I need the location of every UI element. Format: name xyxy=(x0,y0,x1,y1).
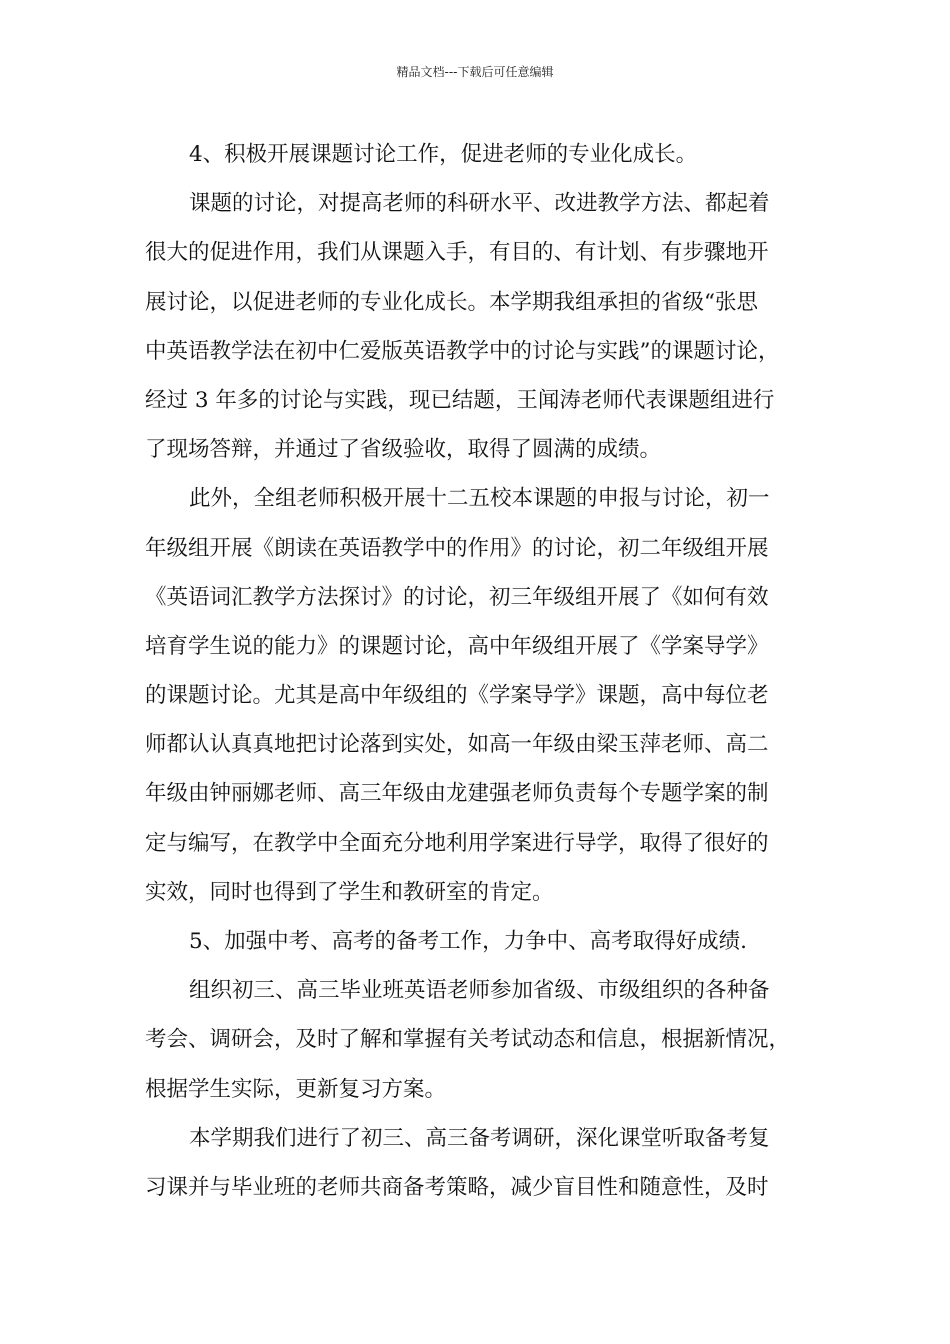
text-line: 4、积极开展课题讨论工作，促进老师的专业化成长。 xyxy=(189,142,698,167)
text-line: 此外，全组老师积极开展十二五校本课题的申报与讨论，初一 xyxy=(189,486,770,512)
text-line: 年级由钟丽娜老师、高三年级由龙建强老师负责每个专题学案的制 xyxy=(145,781,769,807)
text-line: 5、加强中考、高考的备考工作，力争中、高考取得好成绩. xyxy=(189,929,748,954)
text-line: 实效，同时也得到了学生和教研室的肯定。 xyxy=(145,879,554,905)
page-header: 精品文档---下载后可任意编辑 xyxy=(396,65,554,79)
text-line: 考会、调研会，及时了解和掌握有关考试动态和信息，根据新情况， xyxy=(145,1027,791,1053)
document-body xyxy=(145,130,815,1212)
text-line: 中英语教学法在初中仁爱版英语教学中的讨论与实践”的课题讨论， xyxy=(145,338,780,364)
text-line: 本学期我们进行了初三、高三备考调研，深化课堂听取备考复 xyxy=(189,1125,770,1151)
text-line: 习课并与毕业班的老师共商备考策略，减少盲目性和随意性，及时 xyxy=(145,1174,769,1200)
text-line: 很大的促进作用，我们从课题入手，有目的、有计划、有步骤地开 xyxy=(145,240,769,266)
text-line: 了现场答辩，并通过了省级验收，取得了圆满的成绩。 xyxy=(145,437,662,463)
text-line: 定与编写，在教学中全面充分地利用学案进行导学，取得了很好的 xyxy=(145,830,769,856)
text-line: 师都认认真真地把讨论落到实处，如高一年级由梁玉萍老师、高二 xyxy=(145,732,769,758)
text-line: 展讨论，以促进老师的专业化成长。本学期我组承担的省级“张思 xyxy=(145,289,758,315)
text-line: 根据学生实际，更新复习方案。 xyxy=(145,1076,447,1102)
text-line: 经过 3 年多的讨论与实践，现已结题，王闻涛老师代表课题组进行 xyxy=(145,387,775,413)
text-line: 《英语词汇教学方法探讨》的讨论，初三年级组开展了《如何有效 xyxy=(145,584,769,610)
text-line: 培育学生说的能力》的课题讨论，高中年级组开展了《学案导学》 xyxy=(145,633,769,659)
text-line: 的课题讨论。尤其是高中年级组的《学案导学》课题，高中每位老 xyxy=(145,683,769,709)
text-line: 组织初三、高三毕业班英语老师参加省级、市级组织的各种备 xyxy=(189,978,770,1004)
text-line: 课题的讨论，对提高老师的科研水平、改进教学方法、都起着 xyxy=(189,191,770,217)
text-line: 年级组开展《朗读在英语教学中的作用》的讨论，初二年级组开展 xyxy=(145,535,769,561)
